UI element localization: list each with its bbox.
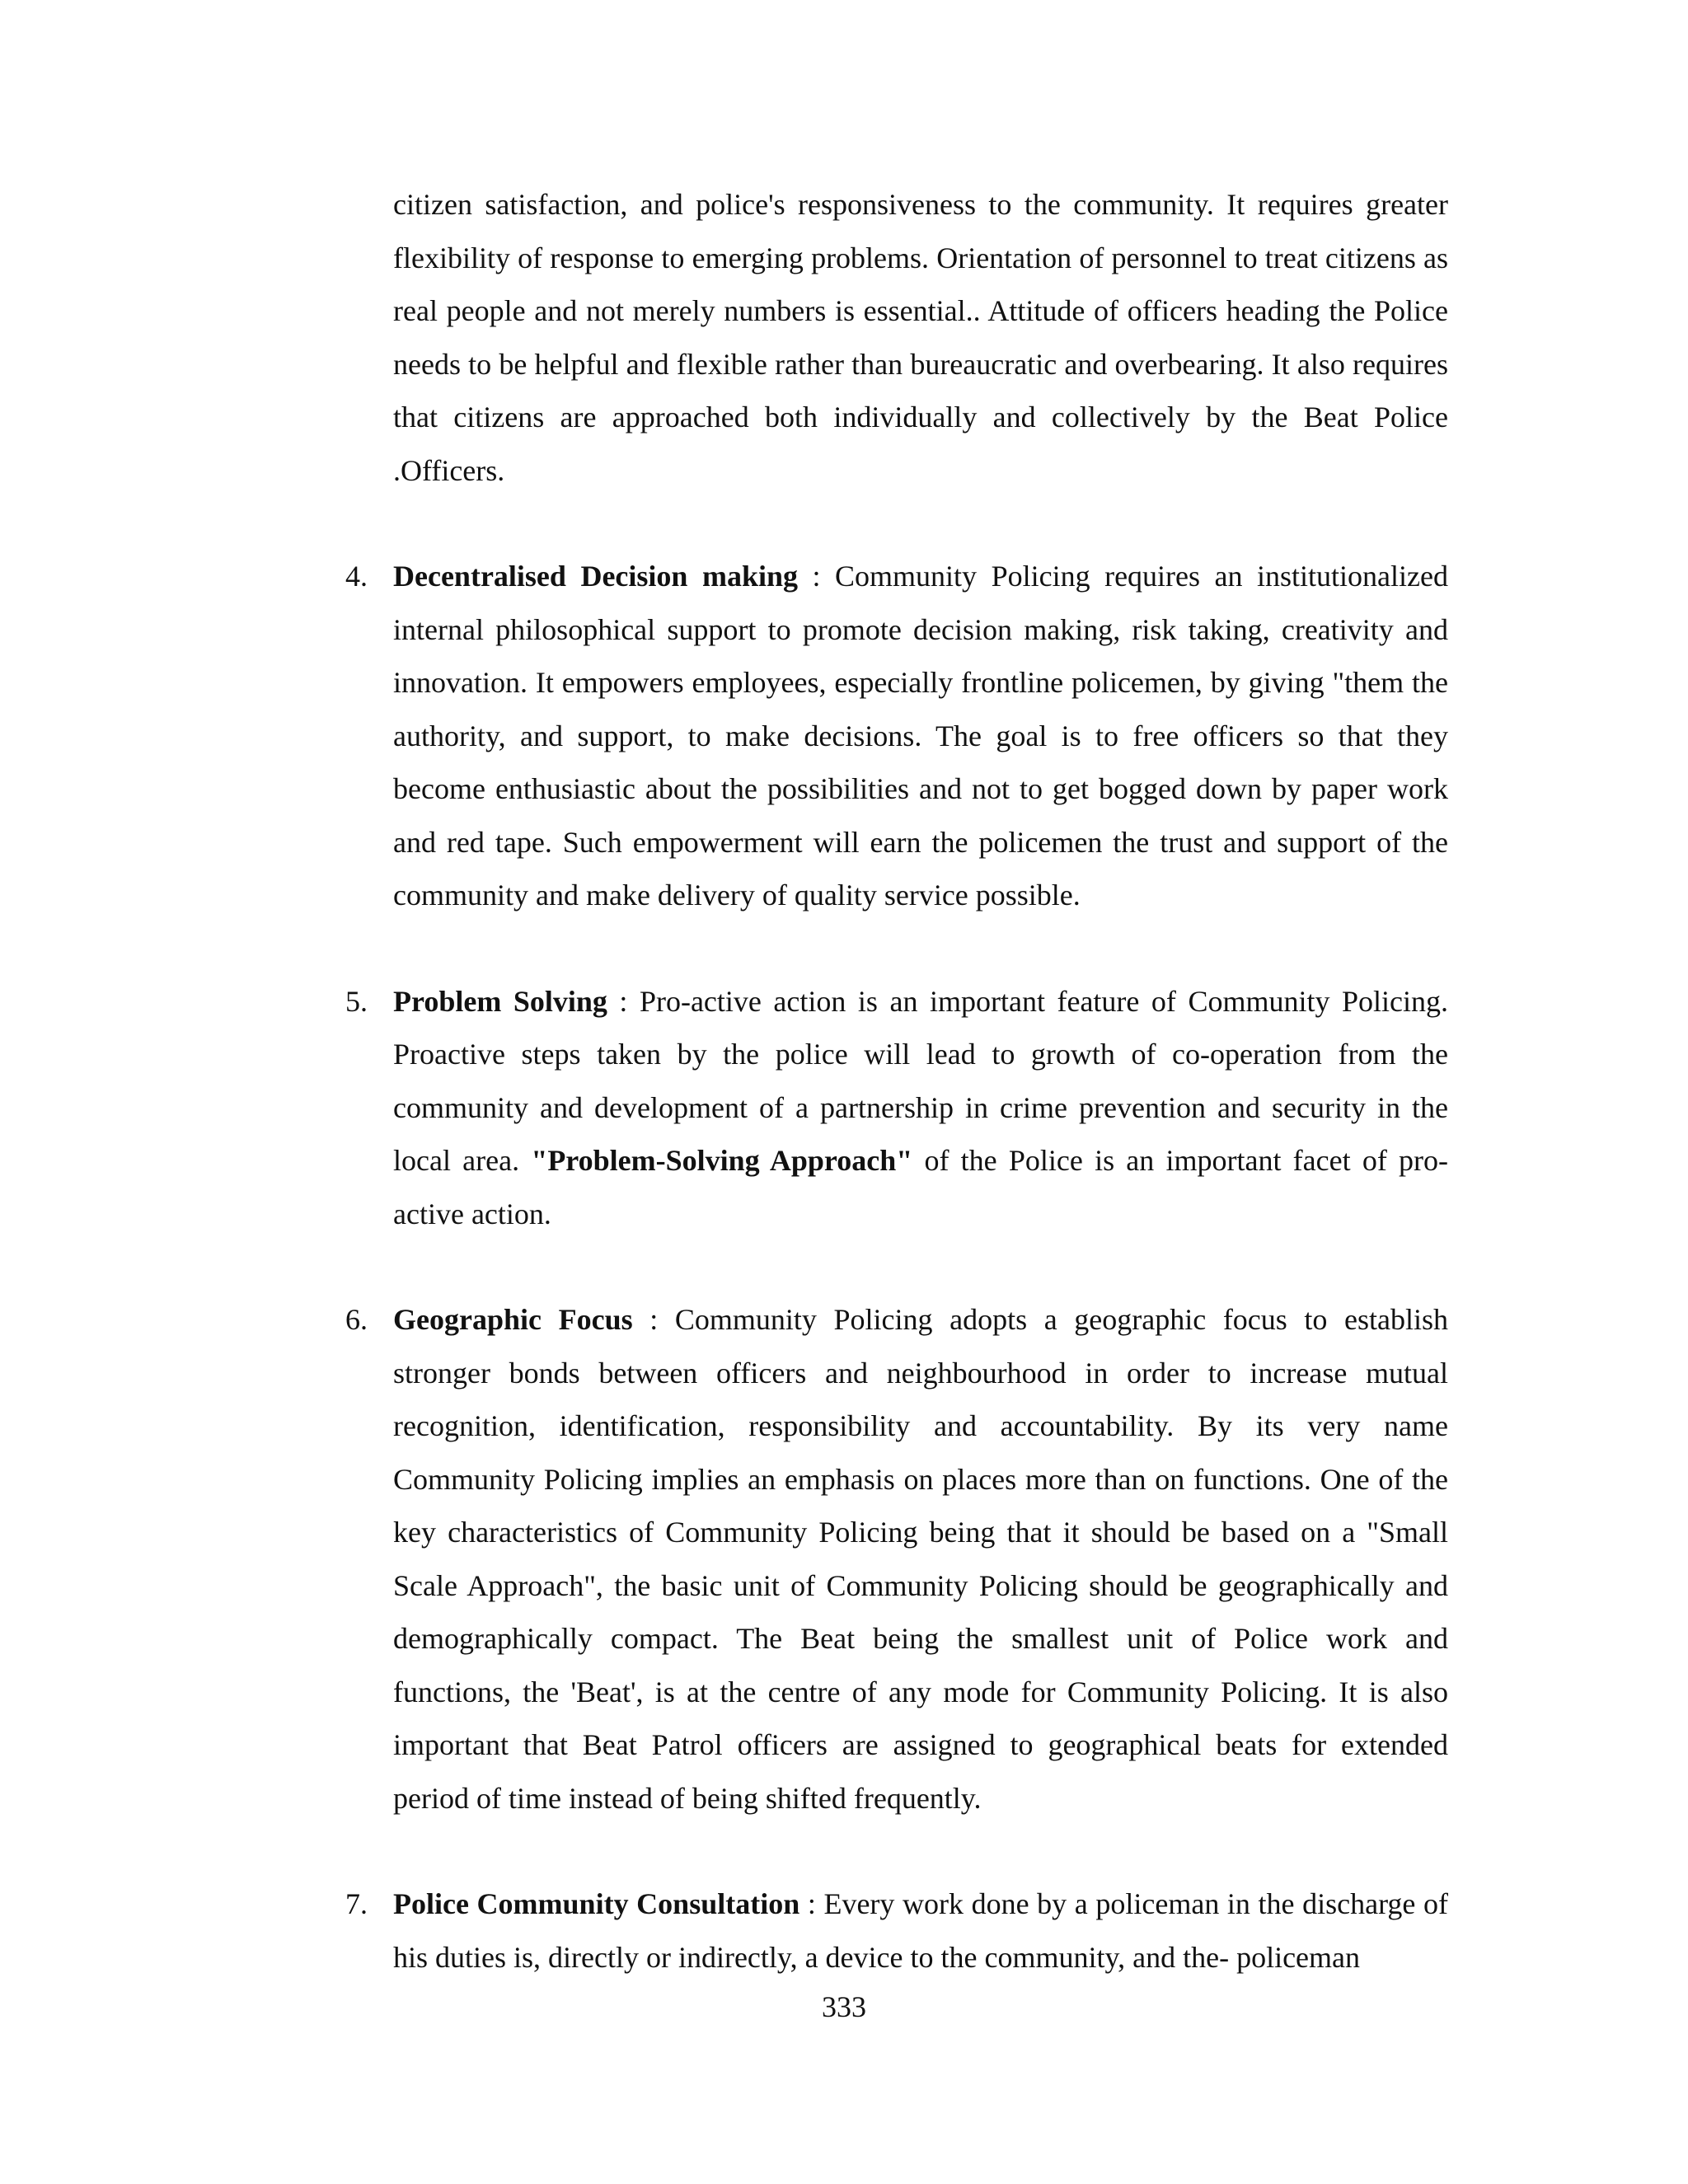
item-text: : Every work done by a policeman in the discharge of his duties is, directly or indirectly, a device to the community, and the- policeman [393, 1887, 1448, 1974]
list-item-7 [345, 1877, 1448, 1984]
item-emphasis: "Problem-Solving Approach" [531, 1144, 913, 1177]
item-term: Geographic Focus [393, 1303, 633, 1336]
item-number: 5. [345, 984, 368, 1018]
page-number: 333 [822, 1990, 866, 2023]
item-number: 7. [345, 1887, 368, 1920]
item-paragraph [393, 550, 1448, 922]
item-number: 4. [345, 560, 368, 593]
item-text-after: of the Police is an important facet of pro-active action. [393, 1144, 1449, 1230]
item-text: : Pro-active action is an important feature of Community Policing. Proactive steps taken by the police will lead to growth of co-operation from the community and development of a partnership in crime prevention and security in the local area. [393, 984, 1448, 1177]
item-paragraph [393, 1877, 1448, 1984]
item-text: : Community Policing requires an institutionalized internal philosophical support to promote decision making, risk taking, creativity and innovation. It empowers employees, especially frontline policemen, by giving "them the authority, and support, to make decisions. The goal is to free officers so that they become enthusiastic about the possibilities and not to get bogged down by paper work and red tape. Such empowerment will earn the policemen the trust and support of the community and make delivery of quality service possible. [393, 560, 1448, 912]
item-text: : Community Policing adopts a geographic focus to establish stronger bonds between officers and neighbourhood in order to increase mutual recognition, identification, responsibility and accountability. By its very name Community Policing implies an emphasis on places more than on functions. One of the key characteristics of Community Policing being that it should be based on a "Small Scale Approach", the basic unit of Community Policing should be geographically and demographically compact. The Beat being the smallest unit of Police work and functions, the 'Beat', is at the centre of any mode for Community Policing. It is also important that Beat Patrol officers are assigned to geographical beats for extended period of time instead of being shifted frequently. [393, 1303, 1449, 1815]
item-term: Decentralised Decision making [393, 560, 798, 593]
item-paragraph [393, 1293, 1448, 1825]
list-item-6 [345, 1293, 1449, 1825]
intro-paragraph: citizen satisfaction, and police's responsiveness to the community. It requires greater flexibility of response to emerging problems. Orientation of personnel to treat citizens as real people and not merely numbers is essential.. Attitude of officers heading the Police needs to be helpful and flexible rather than bureaucratic and overbearing. It also requires that citizens are approached both individually and collectively by the Beat Police .Officers. [393, 188, 1448, 487]
list-item-4 [345, 550, 1448, 922]
body-text [345, 178, 1449, 1984]
item-term: Problem Solving [393, 984, 607, 1018]
item-number: 6. [345, 1303, 368, 1336]
item-paragraph [393, 975, 1448, 1241]
item-term: Police Community Consultation [393, 1887, 800, 1920]
list-item-5 [345, 975, 1449, 1241]
